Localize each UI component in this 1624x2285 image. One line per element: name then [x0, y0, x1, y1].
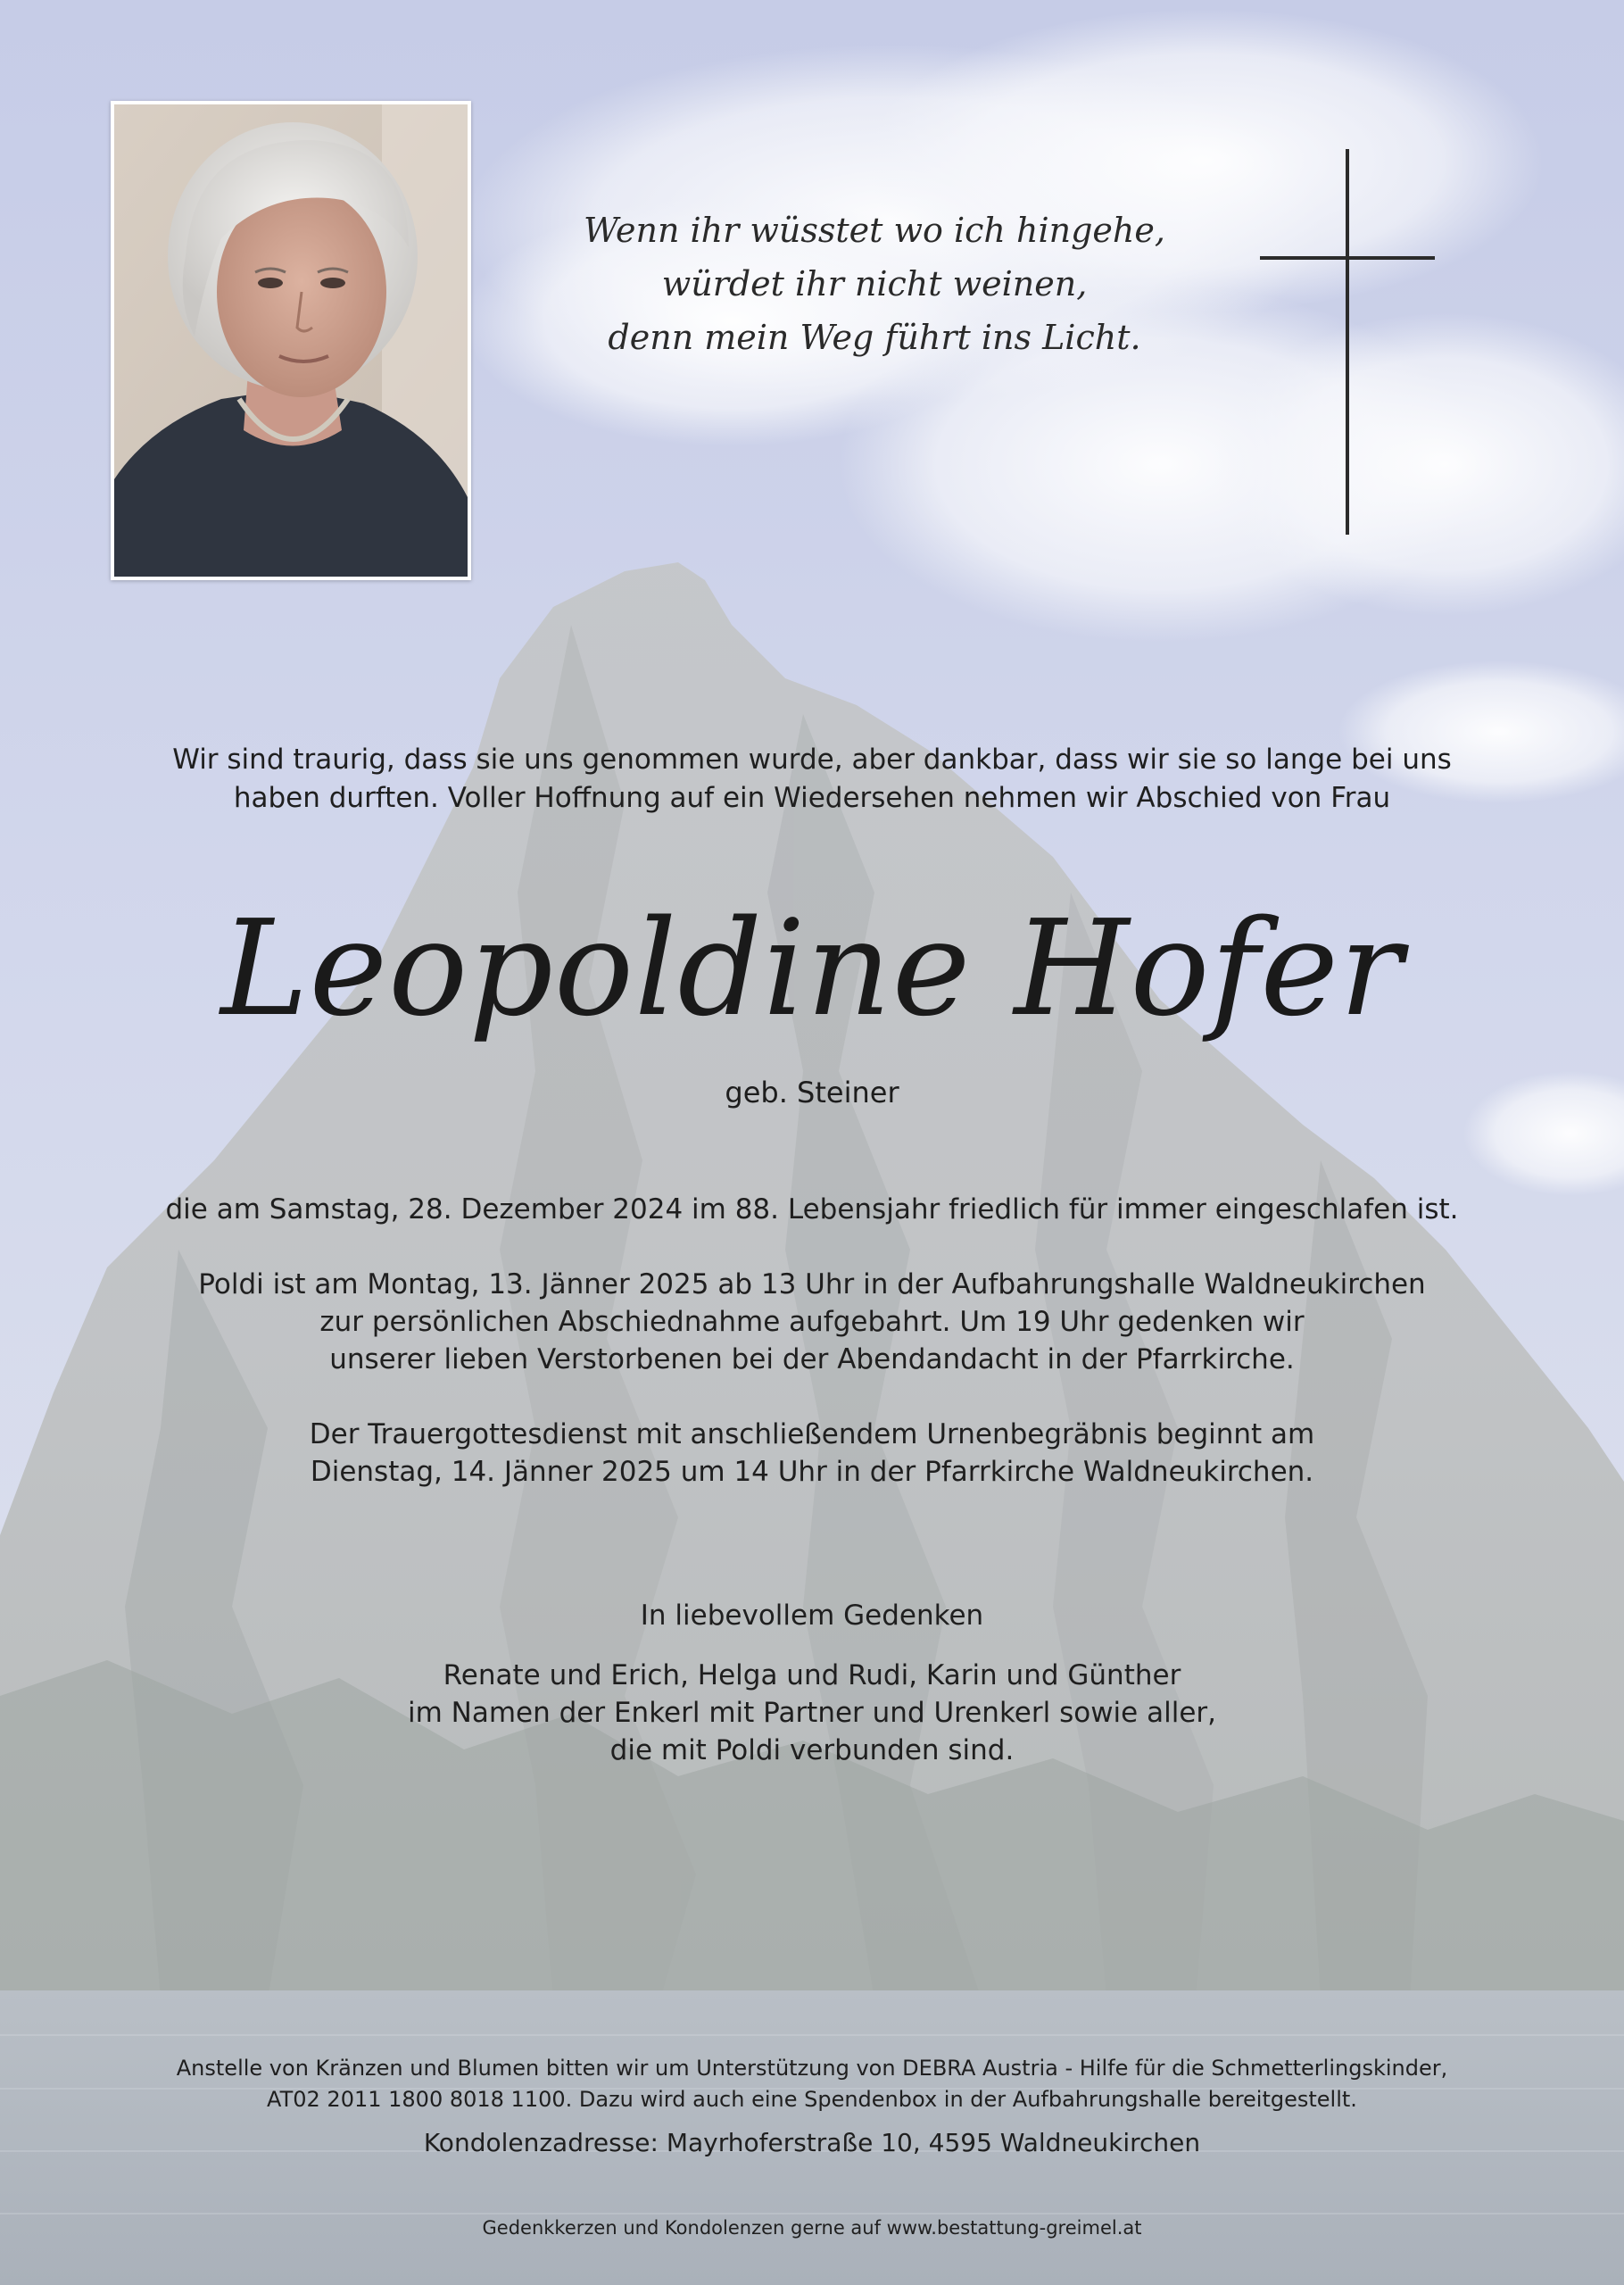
- death-notice: [107, 1191, 1517, 1228]
- memorial-quote: [535, 204, 1214, 364]
- intro-text: [143, 741, 1481, 818]
- viewing-info: [107, 1266, 1517, 1378]
- mourners-heading-text: In liebevollem Gedenken: [640, 1600, 984, 1632]
- mourners-line: im Namen der Enkerl mit Partner und Urenkerl sowie aller,: [407, 1697, 1216, 1729]
- birth-name: geb. Steiner: [725, 1076, 899, 1109]
- viewing-line: zur persönlichen Abschiednahme aufgebahrt. Um 19 Uhr gedenken wir: [319, 1306, 1305, 1338]
- portrait-photo: [114, 104, 468, 577]
- intro-line: haben durften. Voller Hoffnung auf ein Wiedersehen nehmen wir Abschied von Frau: [233, 782, 1391, 814]
- mourners-heading: [107, 1597, 1517, 1634]
- viewing-line: unserer lieben Verstorbenen bei der Abendandacht in der Pfarrkirche.: [329, 1343, 1295, 1375]
- intro-line: Wir sind traurig, dass sie uns genommen wurde, aber dankbar, dass wir sie so lange bei uns: [172, 744, 1452, 776]
- quote-line: würdet ihr nicht weinen,: [661, 264, 1088, 303]
- condolence-address-text: Kondolenzadresse: Mayrhoferstraße 10, 4595 Waldneukirchen: [423, 2128, 1201, 2157]
- funeral-line: Der Trauergottesdienst mit anschließendem Urnenbegräbnis beginnt am: [309, 1418, 1315, 1450]
- donation-line: Anstelle von Kränzen und Blumen bitten wir um Unterstützung von DEBRA Austria - Hilfe für die Schmetterlingskinder,: [176, 2056, 1448, 2081]
- website-note: [80, 2214, 1544, 2241]
- donation-note: [80, 2053, 1544, 2115]
- donation-line: AT02 2011 1800 8018 1100. Dazu wird auch eine Spendenbox in der Aufbahrungshalle bereitgestellt.: [267, 2087, 1357, 2112]
- quote-line: denn mein Weg führt ins Licht.: [608, 318, 1141, 357]
- website-note-text[interactable]: Gedenkkerzen und Kondolenzen gerne auf www.bestattung-greimel.at: [482, 2217, 1142, 2239]
- viewing-line: Poldi ist am Montag, 13. Jänner 2025 ab 13 Uhr in der Aufbahrungshalle Waldneukirchen: [198, 1268, 1426, 1300]
- deceased-name: Leopoldine Hofer: [220, 892, 1404, 1045]
- mourners-line: die mit Poldi verbunden sind.: [609, 1734, 1015, 1766]
- funeral-line: Dienstag, 14. Jänner 2025 um 14 Uhr in der Pfarrkirche Waldneukirchen.: [310, 1456, 1314, 1488]
- portrait-frame: [111, 101, 471, 580]
- cross-icon: [1258, 149, 1437, 535]
- mourners-line: Renate und Erich, Helga und Rudi, Karin und Günther: [443, 1659, 1181, 1691]
- death-notice-line: die am Samstag, 28. Dezember 2024 im 88. Lebensjahr friedlich für immer eingeschlafen ist.: [165, 1193, 1459, 1226]
- condolence-address: [80, 2125, 1544, 2161]
- quote-line: Wenn ihr wüsstet wo ich hingehe,: [584, 211, 1165, 250]
- mourners-list: [107, 1657, 1517, 1769]
- funeral-info: [107, 1416, 1517, 1491]
